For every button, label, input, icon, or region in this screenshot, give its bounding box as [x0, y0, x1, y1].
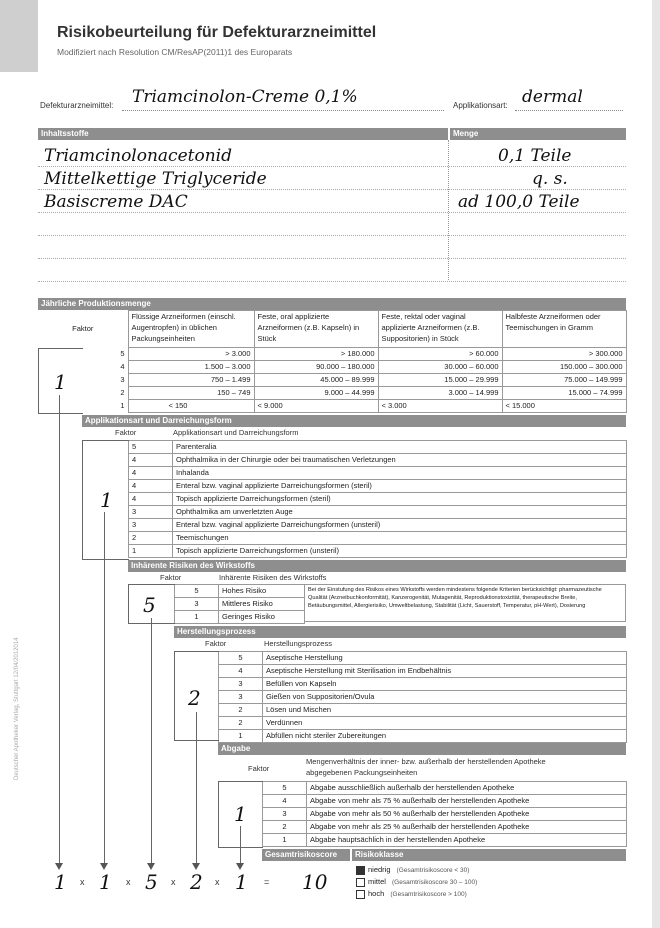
arrow-head	[100, 863, 108, 870]
risk-class-option[interactable]	[356, 864, 477, 876]
process-col-label: Herstellungsprozess	[264, 639, 332, 648]
table-cell: Inhalanda	[173, 467, 627, 480]
ingredient-name: Basiscreme DAC	[44, 192, 188, 212]
table-cell: 9.000 – 44.999	[254, 387, 378, 400]
table-cell: Abgabe von mehr als 25 % außerhalb der herstellenden Apotheke	[307, 821, 627, 834]
factor-cell: 3	[38, 374, 128, 387]
drug-line	[122, 110, 444, 111]
application-table	[128, 440, 627, 558]
risk-class-label: niedrig	[368, 865, 391, 874]
factor-cell: 5	[129, 441, 173, 454]
drug-value[interactable]: Triamcinolon-Creme 0,1%	[132, 87, 358, 107]
table-cell: Ophthalmika in der Chirurgie oder bei traumatischen Verletzungen	[173, 454, 627, 467]
delivery-factor-value[interactable]: 1	[234, 802, 247, 826]
arrow-head	[55, 863, 63, 870]
factor-col-label: Faktor	[248, 764, 270, 773]
table-cell: 90.000 – 180.000	[254, 361, 378, 374]
table-cell: 45.000 – 89.999	[254, 374, 378, 387]
factor-cell: 5	[38, 348, 128, 361]
risk-class-range: (Gesamtrisikoscore 30 – 100)	[392, 879, 478, 886]
factor-cell: 2	[219, 704, 263, 717]
risk-class-option[interactable]	[356, 888, 477, 900]
table-cell: < 3.000	[378, 400, 502, 413]
table-cell: < 9.000	[254, 400, 378, 413]
checkbox-icon[interactable]	[356, 878, 365, 887]
factor-cell: 1	[219, 730, 263, 743]
factor-cell: 4	[129, 454, 173, 467]
production-factor-value[interactable]: 1	[54, 370, 67, 394]
factor-cell: 2	[219, 717, 263, 730]
application-header: Applikationsart und Darreichungsform	[82, 415, 626, 427]
table-cell: Abgabe hauptsächlich in der herstellenden Apotheke	[307, 834, 627, 847]
table-cell: Gießen von Suppositorien/Ovula	[263, 691, 627, 704]
factor-cell: 5	[219, 652, 263, 665]
factor-cell: 3	[219, 678, 263, 691]
table-cell: > 3.000	[128, 348, 254, 361]
ingredient-qty: ad 100,0 Teile	[458, 192, 580, 212]
production-table	[38, 310, 627, 413]
table-cell: 750 – 1.499	[128, 374, 254, 387]
factor-cell: 1	[263, 834, 307, 847]
factor-cell: 4	[129, 467, 173, 480]
risk-class-range: (Gesamtrisikoscore > 100)	[390, 891, 467, 898]
table-cell: Abgabe von mehr als 50 % außerhalb der herstellenden Apotheke	[307, 808, 627, 821]
application-factor-value[interactable]: 1	[100, 488, 113, 512]
factor-cell: 3	[129, 506, 173, 519]
column-header: Feste, rektal oder vaginal applizierte Arzneiformen (z.B. Suppositorien) in Stück	[378, 311, 502, 348]
factor-cell: 2	[38, 387, 128, 400]
table-cell: Mittleres Risiko	[219, 598, 305, 611]
substance-table	[174, 584, 305, 624]
table-cell: Enteral bzw. vaginal applizierte Darreichungsformen (unsteril)	[173, 519, 627, 532]
total-factor-5: 1	[235, 870, 248, 894]
table-cell: Parenteralia	[173, 441, 627, 454]
arrow-line	[151, 618, 152, 865]
table-cell: Verdünnen	[263, 717, 627, 730]
publisher-note: Deutscher Apotheker Verlag, Stuttgart 12/04/2012014	[14, 637, 20, 780]
arrow-line	[104, 512, 105, 865]
table-cell: Aseptische Herstellung	[263, 652, 627, 665]
substance-note: Bei der Einstufung des Risikos eines Wirkstoffs werden mindestens folgende Kriterien berücksichtigt: pharmazeutische Qualität (Arzneibuchkonformität), Kanzerogenität, Mutagenität, Reproduktionstoxizität, therapeutische Breite, Betäubungsmittel, Allergierisiko, Umweltbelastung, Stabilität (Licht, Sauerstoff, Temperatur, pH-Wert), Dosierung	[304, 584, 626, 622]
arrow-head	[192, 863, 200, 870]
delivery-header: Abgabe	[218, 743, 626, 755]
table-cell: > 300.000	[502, 348, 626, 361]
table-cell: Topisch applizierte Darreichungsformen (steril)	[173, 493, 627, 506]
substance-header: Inhärente Risiken des Wirkstoffs	[128, 560, 626, 572]
checkbox-checked-icon[interactable]	[356, 866, 365, 875]
ingredient-row[interactable]	[38, 190, 626, 213]
process-table	[218, 651, 627, 743]
delivery-table	[262, 781, 627, 847]
ingredient-row[interactable]	[38, 144, 626, 167]
process-factor-value[interactable]: 2	[188, 686, 201, 710]
total-score-value[interactable]: 10	[302, 870, 328, 894]
factor-col-label: Faktor	[160, 573, 182, 582]
multiply-sign: x	[215, 877, 220, 887]
factor-cell: 4	[263, 795, 307, 808]
quantity-header: Menge	[450, 128, 626, 140]
table-cell: Ophthalmika am unverletzten Auge	[173, 506, 627, 519]
table-cell: Hohes Risiko	[219, 585, 305, 598]
table-cell: Topisch applizierte Darreichungsformen (unsteril)	[173, 545, 627, 558]
factor-cell: 1	[38, 400, 128, 413]
ingredient-row-empty[interactable]	[38, 236, 626, 259]
table-cell: Lösen und Mischen	[263, 704, 627, 717]
table-cell: < 15.000	[502, 400, 626, 413]
factor-cell: 2	[263, 821, 307, 834]
risk-class-list	[356, 864, 477, 900]
table-cell: Abgabe ausschließlich außerhalb der herstellenden Apotheke	[307, 782, 627, 795]
factor-cell: 2	[129, 532, 173, 545]
risk-class-label: hoch	[368, 889, 385, 898]
risk-class-option[interactable]	[356, 876, 477, 888]
corner-mark	[0, 0, 38, 72]
arrow-head	[147, 863, 155, 870]
route-value[interactable]: dermal	[522, 87, 583, 107]
total-factor-3: 5	[145, 870, 158, 894]
arrow-head	[236, 863, 244, 870]
route-line	[515, 110, 623, 111]
delivery-col-label: Mengenverhältnis der inner- bzw. außerhalb der herstellenden Apotheke abgegebenen Packungseinheiten	[306, 757, 546, 777]
factor-col-label: Faktor	[115, 428, 137, 437]
table-cell: Teemischungen	[173, 532, 627, 545]
risk-class-range: (Gesamtrisikoscore < 30)	[396, 867, 470, 874]
process-header: Herstellungsprozess	[174, 626, 626, 638]
multiply-sign: x	[80, 877, 85, 887]
total-score-header: Gesamtrisikoscore	[262, 849, 350, 861]
factor-col-label: Faktor	[205, 639, 227, 648]
factor-cell: 1	[129, 545, 173, 558]
page-subtitle: Modifiziert nach Resolution CM/ResAP(2011)1 des Europarats	[57, 47, 293, 57]
table-cell: Abgabe von mehr als 75 % außerhalb der herstellenden Apotheke	[307, 795, 627, 808]
total-factor-2: 1	[99, 870, 112, 894]
table-cell: < 150	[128, 400, 254, 413]
table-cell: 75.000 – 149.999	[502, 374, 626, 387]
factor-cell: 3	[263, 808, 307, 821]
table-cell: 150.000 – 300.000	[502, 361, 626, 374]
multiply-sign: x	[126, 877, 131, 887]
risk-class-label: mittel	[368, 877, 386, 886]
factor-cell: 5	[175, 585, 219, 598]
table-cell: 15.000 – 74.999	[502, 387, 626, 400]
table-cell: 150 – 749	[128, 387, 254, 400]
table-cell: 15.000 – 29.999	[378, 374, 502, 387]
checkbox-icon[interactable]	[356, 890, 365, 899]
multiply-sign: x	[171, 877, 176, 887]
total-factor-1: 1	[54, 870, 67, 894]
factor-cell: 4	[129, 480, 173, 493]
factor-cell: 1	[175, 611, 219, 624]
table-cell: > 60.000	[378, 348, 502, 361]
risk-class-header: Risikoklasse	[352, 849, 626, 861]
factor-cell: 4	[129, 493, 173, 506]
column-header: Feste, oral applizierte Arzneiformen (z.B. Kapseln) in Stück	[254, 311, 378, 348]
ingredient-qty: 0,1 Teile	[498, 146, 572, 166]
application-col-label: Applikationsart und Darreichungsform	[173, 428, 299, 437]
factor-col-label: Faktor	[72, 324, 94, 333]
arrow-line	[59, 395, 60, 865]
table-cell: Geringes Risiko	[219, 611, 305, 624]
column-header: Flüssige Arzneiformen (einschl. Augentropfen) in üblichen Packungseinheiten	[128, 311, 254, 348]
ingredient-row-empty[interactable]	[38, 213, 626, 236]
substance-col-label: Inhärente Risiken des Wirkstoffs	[219, 573, 327, 582]
ingredient-name: Triamcinolonacetonid	[44, 146, 232, 166]
table-cell: 3.000 – 14.999	[378, 387, 502, 400]
table-cell: > 180.000	[254, 348, 378, 361]
arrow-line	[240, 826, 241, 865]
substance-factor-value[interactable]: 5	[143, 593, 156, 617]
table-cell: Enteral bzw. vaginal applizierte Darreichungsformen (steril)	[173, 480, 627, 493]
page-edge	[652, 0, 660, 928]
equals-sign: =	[264, 877, 270, 887]
factor-cell: 4	[38, 361, 128, 374]
ingredient-row[interactable]	[38, 167, 626, 190]
page-title: Risikobeurteilung für Defekturarzneimittel	[57, 24, 377, 41]
factor-cell: 3	[219, 691, 263, 704]
factor-cell: 5	[263, 782, 307, 795]
arrow-line	[196, 712, 197, 865]
total-factor-4: 2	[190, 870, 203, 894]
factor-cell: 3	[129, 519, 173, 532]
route-label: Applikationsart:	[453, 101, 508, 110]
factor-cell: 4	[219, 665, 263, 678]
ingredients-header: Inhaltsstoffe	[38, 128, 448, 140]
ingredient-row-empty[interactable]	[38, 259, 626, 282]
ingredient-name: Mittelkettige Triglyceride	[44, 169, 267, 189]
column-header: Halbfeste Arzneiformen oder Teemischungen in Gramm	[502, 311, 626, 348]
factor-cell: 3	[175, 598, 219, 611]
table-cell: 1.500 – 3.000	[128, 361, 254, 374]
table-cell: Aseptische Herstellung mit Sterilisation im Endbehältnis	[263, 665, 627, 678]
production-header: Jährliche Produktionsmenge	[38, 298, 626, 310]
drug-label: Defekturarzneimittel:	[40, 101, 114, 110]
ingredient-qty: q. s.	[532, 169, 568, 189]
table-cell: Abfüllen nicht steriler Zubereitungen	[263, 730, 627, 743]
table-cell: 30.000 – 60.000	[378, 361, 502, 374]
table-cell: Befüllen von Kapseln	[263, 678, 627, 691]
